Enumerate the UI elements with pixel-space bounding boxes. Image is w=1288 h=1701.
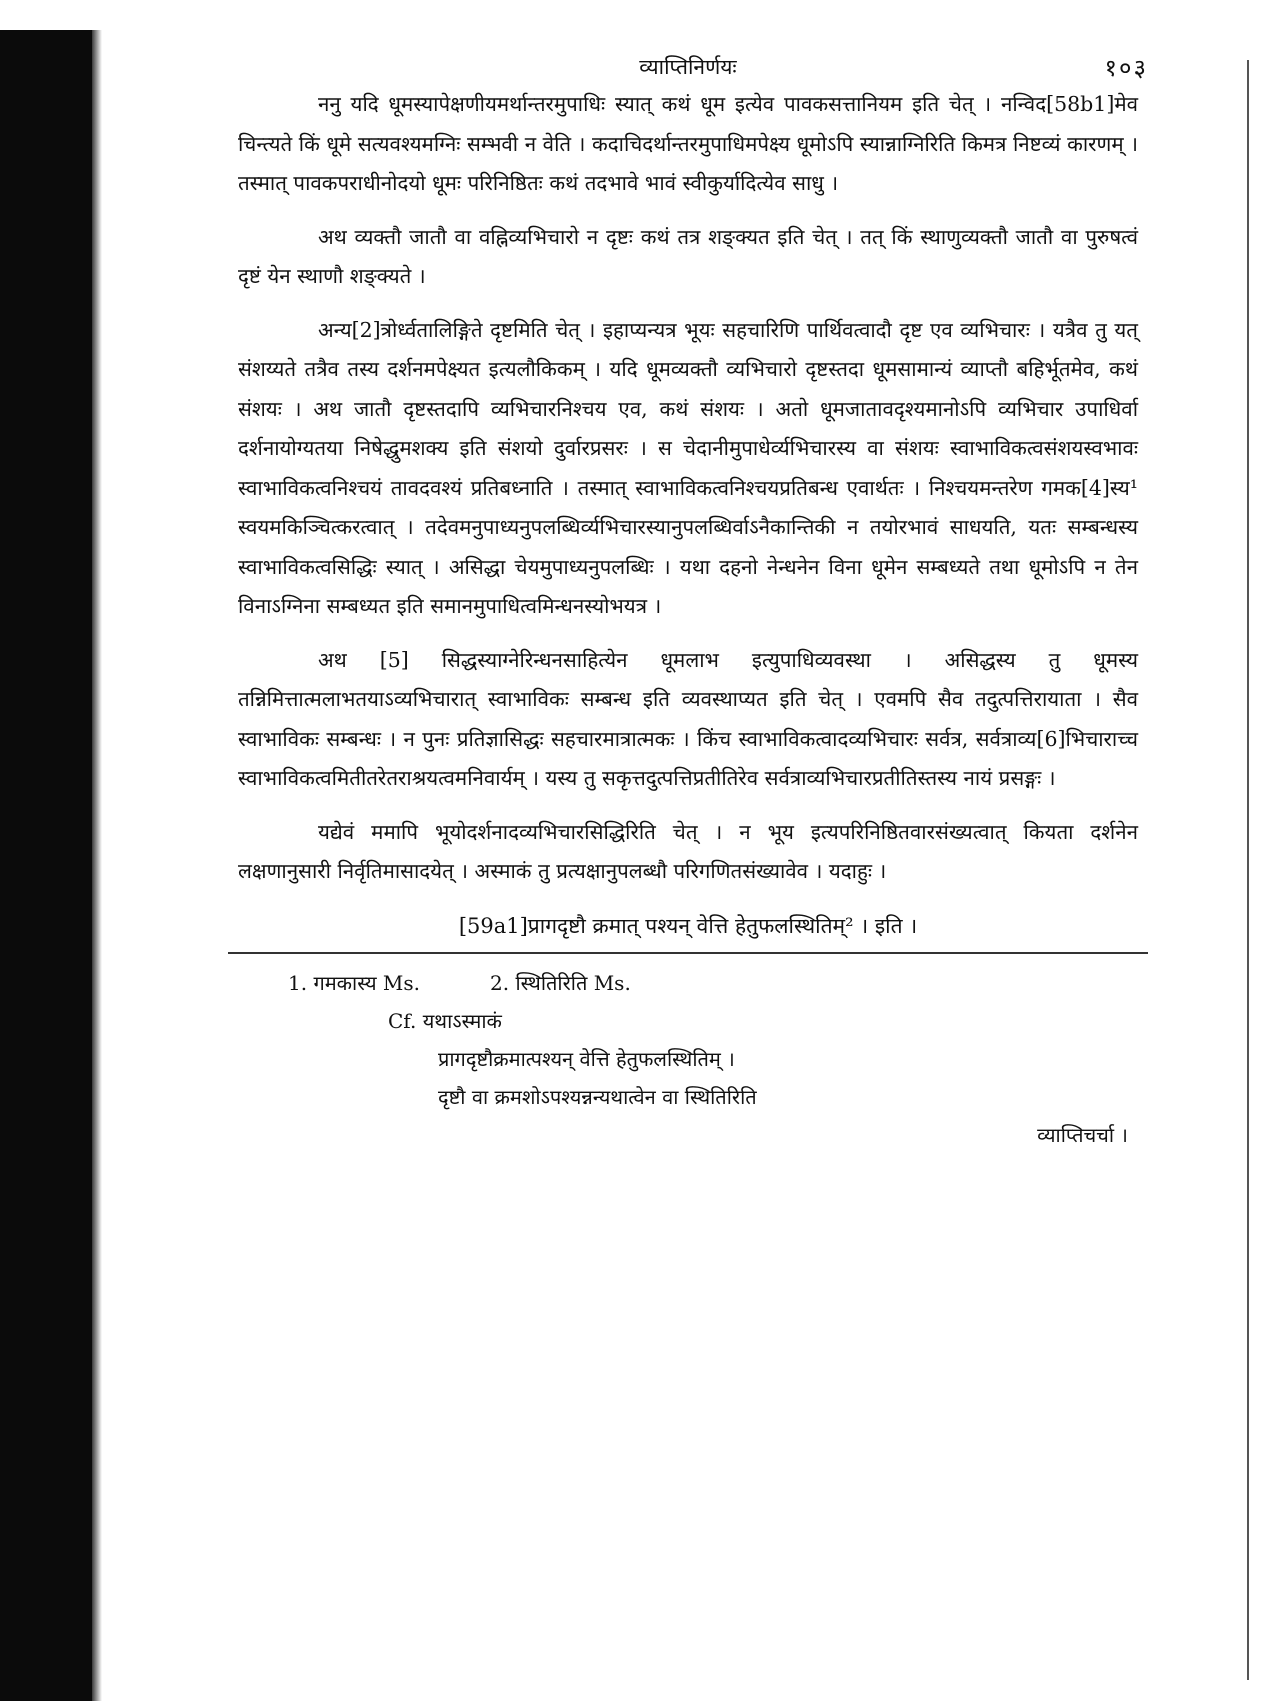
- paragraph: अन्य[2]त्रोर्ध्वतालिङ्गिते दृष्टमिति चेत् । इहाप्यन्यत्र भूयः सहचारिणि पार्थिवत्वादौ दृष्ट एव व्यभिचारः । यत्रैव तु यत् संशय्यते तत्रैव तस्य दर्शनमपेक्ष्यत इत्यलौकिकम् । यदि धूमव्यक्तौ व्यभिचारो दृष्टस्तदा धूमसामान्यं व्याप्तौ बहिर्भूतमेव, कथं संशयः । अथ जातौ दृष्टस्तदापि व्यभिचारनिश्चय एव, कथं संशयः । अतो धूमजातावदृश्यमानोऽपि व्यभिचार उपाधिर्वा दर्शनायोग्यतया निषेद्धुमशक्य इति संशयो दुर्वारप्रसरः । स चेदानीमुपाधेर्व्यभिचारस्य वा संशयः स्वाभाविकत्वसंशयस्वभावः स्वाभाविकत्वनिश्चयं तावदवश्यं प्रतिबध्नाति । तस्मात् स्वाभाविकत्वनिश्चयप्रतिबन्ध एवार्थतः । निश्चयमन्तरेण गमक[4]स्य¹ स्वयमकिञ्चित्करत्वात् । तदेवमनुपाध्यनुपलब्धिर्व्यभिचारस्यानुपलब्धिर्वाऽनैकान्तिकी न तयोरभावं साधयति, यतः सम्बन्धस्य स्वाभाविकत्वसिद्धिः स्यात् । असिद्धा चेयमुपाध्यनुपलब्धिः । यथा दहनो नेन्धनेन विना धूमेन सम्बध्यते तथा धूमोऽपि न तेन विनाऽग्निना सम्बध्यत इति समानमुपाधित्वमिन्धनस्योभयत्र ।: [238, 317, 1138, 618]
- scan-border: [0, 30, 92, 1701]
- paragraph: ननु यदि धूमस्यापेक्षणीयमर्थान्तरमुपाधिः स्यात् कथं धूम इत्येव पावकसत्तानियम इति चेत् । नन्विद[58b1]मेव चिन्त्यते किं धूमे सत्यवश्यमग्निः सम्भवी न वेति । कदाचिदर्थान्तरमुपाधिमपेक्ष्य धूमोऽपि स्यान्नाग्निरिति किमत्र निष्टव्यं कारणम् । तस्मात् पावकपराधीनोदयो धूमः परिनिष्ठितः कथं तदभावे भावं स्वीकुर्यादित्येव साधु ।: [238, 92, 1138, 195]
- page-number: १०३: [1104, 54, 1148, 82]
- footnote-quote-line: प्रागदृष्टौक्रमात्पश्यन् वेत्ति हेतुफलस्थितिम् ।: [438, 1046, 735, 1071]
- footnote-source: व्याप्तिचर्चा ।: [1037, 1122, 1128, 1147]
- verse-quote: [59a1]प्रागदृष्टौ क्रमात् पश्यन् वेत्ति हेतुफलस्थितिम्² । इति ।: [458, 913, 918, 938]
- running-title: व्याप्तिनिर्णयः: [639, 55, 737, 79]
- page-edge-rule: [1247, 60, 1249, 1680]
- paragraph: यद्येवं ममापि भूयोदर्शनादव्यभिचारसिद्धिरिति चेत् । न भूय इत्यपरिनिष्ठितवारसंख्यत्वात् कियता दर्शनेन लक्षणानुसारी निर्वृतिमासादयेत् । अस्माकं तु प्रत्यक्षानुपलब्धौ परिगणितसंख्यावेव । यदाहुः ।: [238, 819, 1138, 883]
- footnotes: [238, 964, 1138, 1154]
- paragraph: अथ [5] सिद्धस्याग्नेरिन्धनसाहित्येन धूमलाभ इत्युपाधिव्यवस्था । असिद्धस्य तु धूमस्य तन्निमित्तात्मलाभतयाऽव्यभिचारात् स्वाभाविकः सम्बन्ध इति व्यवस्थाप्यत इति चेत् । एवमपि सैव तदुत्पत्तिरायाता । सैव स्वाभाविकः सम्बन्धः । न पुनः प्रतिज्ञासिद्धः सहचारमात्रात्मकः । किंच स्वाभाविकत्वादव्यभिचारः सर्वत्र, सर्वत्राव्य[6]भिचाराच्च स्वाभाविकत्वमितीतरेतराश्रयत्वमनिवार्यम् । यस्य तु सकृत्तदुत्पत्तिप्रतीतिरेव सर्वत्राव्यभिचारप्रतीतिस्तस्य नायं प्रसङ्गः ।: [238, 647, 1138, 790]
- footnote-separator: [228, 952, 1148, 954]
- footnote-2: 2. स्थितिरिति Ms.: [490, 970, 631, 995]
- page: [238, 45, 1148, 1154]
- scan-border-shadow: [92, 30, 102, 1701]
- footnote-quote-line: दृष्टौ वा क्रमशोऽपश्यन्नन्यथात्वेन वा स्थितिरिति: [438, 1084, 757, 1109]
- footnote-1: 1. गमकास्य Ms.: [288, 970, 421, 995]
- paragraph: अथ व्यक्तौ जातौ वा वह्निव्यभिचारो न दृष्टः कथं तत्र शङ्क्यत इति चेत् । तत् किं स्थाणुव्यक्तौ जातौ वा पुरुषत्वं दृष्टं येन स्थाणौ शङ्क्यते ।: [238, 224, 1138, 288]
- page-header: [238, 45, 1148, 85]
- footnote-cf: Cf. यथाऽस्माकं: [388, 1008, 502, 1033]
- footnote-row: [238, 964, 1138, 1002]
